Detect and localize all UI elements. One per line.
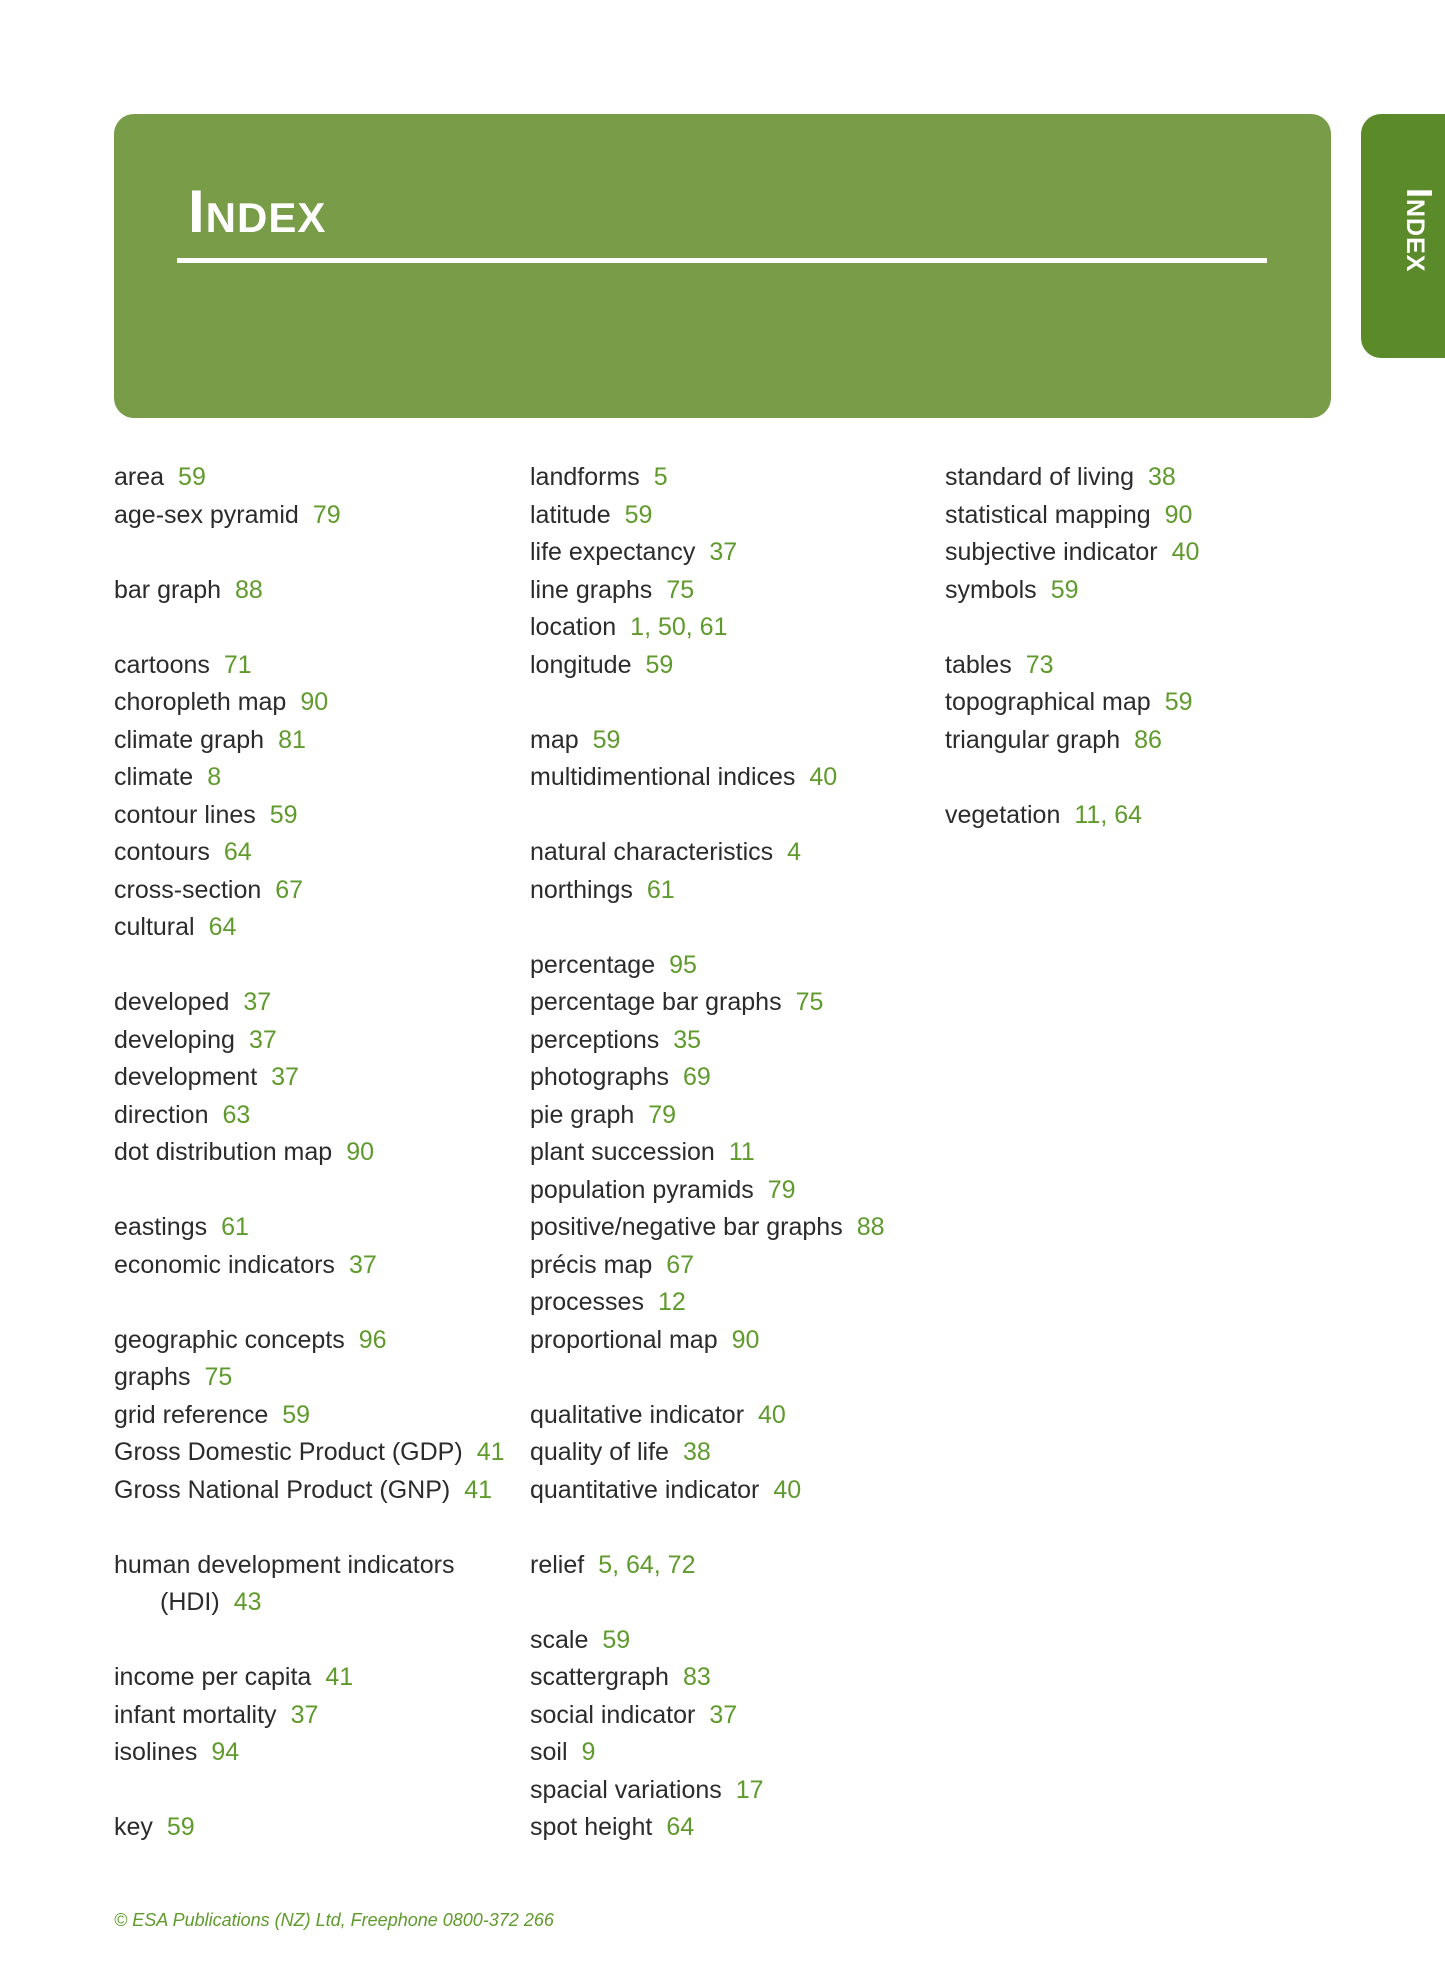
index-entry bbox=[530, 1772, 940, 1810]
index-letter-group bbox=[114, 1209, 524, 1284]
page-reference[interactable]: 35 bbox=[673, 1025, 702, 1054]
index-entry bbox=[530, 1734, 940, 1772]
page-reference[interactable]: 37 bbox=[709, 1700, 738, 1729]
index-term: northings bbox=[530, 875, 633, 904]
index-term: relief bbox=[530, 1550, 585, 1579]
index-entry bbox=[114, 759, 524, 797]
page-reference[interactable]: 88 bbox=[235, 575, 263, 604]
index-term: isolines bbox=[114, 1738, 198, 1766]
index-entry bbox=[114, 684, 524, 722]
index-term: cartoons bbox=[114, 650, 210, 679]
page-reference[interactable]: 95 bbox=[669, 950, 697, 979]
index-term: scale bbox=[530, 1625, 589, 1654]
index-entry bbox=[530, 984, 940, 1022]
index-term: dot distribution map bbox=[114, 1138, 333, 1166]
page-reference[interactable]: 71 bbox=[223, 650, 252, 679]
index-term: area bbox=[114, 463, 165, 491]
index-entry bbox=[530, 947, 940, 985]
page-reference[interactable]: 64 bbox=[666, 1813, 695, 1841]
index-letter-group bbox=[530, 834, 940, 909]
page-reference[interactable]: 86 bbox=[1134, 725, 1162, 754]
index-column-1 bbox=[114, 459, 524, 1884]
index-letter-group bbox=[530, 1622, 940, 1847]
index-term: map bbox=[530, 725, 579, 754]
page-reference[interactable]: 59 bbox=[624, 500, 653, 529]
page-reference[interactable]: 59 bbox=[645, 650, 674, 679]
page-reference[interactable]: 75 bbox=[795, 988, 824, 1016]
page-reference[interactable]: 5 bbox=[653, 463, 668, 491]
index-term: soil bbox=[530, 1738, 568, 1766]
index-entry bbox=[114, 1134, 524, 1172]
index-term: life expectancy bbox=[530, 538, 696, 566]
index-term: location bbox=[530, 613, 617, 641]
copyright-footer: © ESA Publications (NZ) Ltd, Freephone 0800-372 266 bbox=[114, 1910, 554, 1930]
index-entry bbox=[530, 1697, 940, 1735]
index-entry bbox=[530, 534, 940, 572]
index-term: geographic concepts bbox=[114, 1325, 345, 1354]
index-column-3 bbox=[945, 459, 1355, 872]
page-reference[interactable]: 96 bbox=[358, 1325, 387, 1354]
index-term: natural characteristics bbox=[530, 838, 774, 866]
index-entry bbox=[530, 1434, 940, 1472]
index-term: eastings bbox=[114, 1213, 208, 1241]
index-entry bbox=[530, 1397, 940, 1435]
page-title: Index bbox=[188, 178, 327, 245]
index-entry bbox=[114, 1547, 524, 1622]
page-reference[interactable]: 37 bbox=[248, 1025, 277, 1054]
page-reference[interactable]: 43 bbox=[233, 1588, 262, 1616]
index-letter-group bbox=[114, 459, 524, 534]
index-entry bbox=[114, 1659, 524, 1697]
page-reference[interactable]: 37 bbox=[243, 988, 272, 1016]
index-term: Gross Domestic Product (GDP) bbox=[114, 1438, 463, 1466]
page-reference[interactable]: 79 bbox=[648, 1100, 677, 1129]
index-term: plant succession bbox=[530, 1138, 715, 1166]
index-column-2 bbox=[530, 459, 940, 1884]
index-entry bbox=[945, 797, 1355, 835]
index-entry bbox=[114, 909, 524, 947]
index-term: précis map bbox=[530, 1250, 653, 1279]
index-entry bbox=[530, 1622, 940, 1660]
page-reference[interactable]: 73 bbox=[1025, 650, 1054, 679]
index-entry bbox=[114, 1434, 524, 1472]
index-term: income per capita bbox=[114, 1663, 312, 1691]
page-reference[interactable]: 81 bbox=[278, 725, 306, 754]
index-term: proportional map bbox=[530, 1325, 718, 1354]
index-letter-group bbox=[945, 797, 1355, 835]
index-entry bbox=[530, 1547, 940, 1585]
index-entry bbox=[530, 609, 940, 647]
page-reference[interactable]: 90 bbox=[731, 1325, 760, 1354]
page-reference[interactable]: 59 bbox=[166, 1813, 195, 1841]
index-term: longitude bbox=[530, 650, 632, 679]
index-letter-group bbox=[114, 1659, 524, 1772]
page-reference[interactable]: 59 bbox=[269, 800, 298, 829]
index-entry bbox=[945, 572, 1355, 610]
page-reference[interactable]: 41 bbox=[476, 1438, 505, 1466]
page-reference[interactable]: 41 bbox=[464, 1475, 493, 1504]
index-entry bbox=[114, 1359, 524, 1397]
index-term: choropleth map bbox=[114, 688, 287, 716]
index-entry bbox=[945, 684, 1355, 722]
index-term: Gross National Product (GNP) bbox=[114, 1475, 451, 1504]
title-underline bbox=[177, 258, 1267, 263]
index-entry bbox=[530, 1472, 940, 1510]
page-reference[interactable]: 75 bbox=[666, 575, 695, 604]
page-reference[interactable]: 59 bbox=[1050, 575, 1079, 604]
page-reference[interactable]: 63 bbox=[222, 1100, 251, 1129]
side-tab-label: Index bbox=[1399, 188, 1440, 273]
page-reference[interactable]: 59 bbox=[592, 725, 621, 754]
page-reference[interactable]: 4 bbox=[787, 838, 802, 866]
index-letter-group bbox=[945, 647, 1355, 760]
page-reference[interactable]: 90 bbox=[300, 688, 329, 716]
index-letter-group bbox=[530, 1547, 940, 1585]
page-reference[interactable]: 61 bbox=[221, 1213, 249, 1241]
index-letter-group bbox=[114, 1547, 524, 1622]
index-term: multidimentional indices bbox=[530, 763, 796, 791]
index-term: developing bbox=[114, 1025, 235, 1054]
index-term: vegetation bbox=[945, 800, 1061, 829]
index-term: symbols bbox=[945, 575, 1037, 604]
index-term: direction bbox=[114, 1100, 209, 1129]
index-entry bbox=[530, 872, 940, 910]
index-letter-group bbox=[530, 459, 940, 684]
index-term: social indicator bbox=[530, 1700, 696, 1729]
page-reference[interactable]: 64 bbox=[223, 838, 252, 866]
index-entry bbox=[530, 1172, 940, 1210]
page-reference[interactable]: 41 bbox=[325, 1663, 354, 1691]
index-term: qualitative indicator bbox=[530, 1400, 745, 1429]
index-term: economic indicators bbox=[114, 1250, 335, 1279]
index-term: climate bbox=[114, 763, 194, 791]
index-term: standard of living bbox=[945, 463, 1135, 491]
index-entry bbox=[530, 834, 940, 872]
index-term: spacial variations bbox=[530, 1775, 722, 1804]
index-entry bbox=[945, 534, 1355, 572]
page-reference[interactable]: 37 bbox=[348, 1250, 377, 1279]
page-reference[interactable]: 59 bbox=[178, 463, 206, 491]
index-entry bbox=[114, 1097, 524, 1135]
index-entry bbox=[114, 647, 524, 685]
index-entry bbox=[114, 797, 524, 835]
page-reference[interactable]: 79 bbox=[767, 1175, 796, 1204]
index-entry bbox=[530, 497, 940, 535]
index-entry bbox=[530, 1284, 940, 1322]
index-term: perceptions bbox=[530, 1025, 660, 1054]
index-letter-group bbox=[530, 947, 940, 1360]
index-entry bbox=[530, 1322, 940, 1360]
index-entry bbox=[114, 459, 524, 497]
page-reference[interactable]: 94 bbox=[211, 1738, 240, 1766]
index-entry bbox=[114, 1397, 524, 1435]
page-reference[interactable]: 1, 50, 61 bbox=[630, 613, 728, 641]
page-reference[interactable]: 64 bbox=[208, 913, 237, 941]
index-term: landforms bbox=[530, 463, 640, 491]
index-term: infant mortality bbox=[114, 1700, 277, 1729]
index-letter-group bbox=[114, 1322, 524, 1510]
page-reference[interactable]: 69 bbox=[683, 1063, 711, 1091]
index-entry bbox=[530, 1059, 940, 1097]
index-side-tab[interactable] bbox=[1361, 114, 1445, 358]
index-term: age-sex pyramid bbox=[114, 500, 299, 529]
index-term: contour lines bbox=[114, 800, 256, 829]
index-entry bbox=[530, 1247, 940, 1285]
index-term: developed bbox=[114, 988, 230, 1016]
page-reference[interactable]: 40 bbox=[1171, 538, 1200, 566]
page-reference[interactable]: 61 bbox=[646, 875, 675, 904]
index-term: spot height bbox=[530, 1813, 653, 1841]
page-reference[interactable]: 38 bbox=[682, 1438, 711, 1466]
index-term: development bbox=[114, 1063, 258, 1091]
index-term: contours bbox=[114, 838, 210, 866]
index-letter-group bbox=[114, 1809, 524, 1847]
page-reference[interactable]: 17 bbox=[735, 1775, 764, 1804]
page-reference[interactable]: 8 bbox=[207, 763, 222, 791]
index-entry bbox=[530, 1659, 940, 1697]
page-reference[interactable]: 67 bbox=[666, 1250, 695, 1279]
index-term: positive/negative bar graphs bbox=[530, 1213, 843, 1241]
index-letter-group bbox=[114, 984, 524, 1172]
header-banner bbox=[114, 114, 1331, 418]
page-reference[interactable]: 59 bbox=[1164, 688, 1193, 716]
index-term: scattergraph bbox=[530, 1663, 669, 1691]
page-reference[interactable]: 38 bbox=[1148, 463, 1176, 491]
index-entry bbox=[530, 1809, 940, 1847]
index-term: bar graph bbox=[114, 575, 222, 604]
index-term: latitude bbox=[530, 500, 611, 529]
index-entry bbox=[945, 459, 1355, 497]
index-entry bbox=[530, 1022, 940, 1060]
page-reference[interactable]: 37 bbox=[709, 538, 738, 566]
page-reference[interactable]: 40 bbox=[758, 1400, 786, 1429]
index-term: pie graph bbox=[530, 1100, 635, 1129]
index-term: cross-section bbox=[114, 875, 262, 904]
index-term: graphs bbox=[114, 1363, 191, 1391]
page-reference[interactable]: 11 bbox=[728, 1138, 755, 1166]
page-reference[interactable]: 59 bbox=[602, 1625, 631, 1654]
index-entry bbox=[114, 1247, 524, 1285]
index-entry bbox=[114, 1697, 524, 1735]
index-entry bbox=[945, 497, 1355, 535]
page-reference[interactable]: 40 bbox=[773, 1475, 802, 1504]
index-term: cultural bbox=[114, 913, 195, 941]
index-term: photographs bbox=[530, 1063, 670, 1091]
index-letter-group bbox=[114, 647, 524, 947]
index-entry bbox=[114, 872, 524, 910]
page-reference[interactable]: 90 bbox=[1164, 500, 1193, 529]
index-term: quality of life bbox=[530, 1438, 669, 1466]
index-term: tables bbox=[945, 650, 1012, 679]
index-entry bbox=[530, 1209, 940, 1247]
index-entry bbox=[114, 497, 524, 535]
page-reference[interactable]: 90 bbox=[346, 1138, 374, 1166]
index-entry bbox=[114, 1472, 524, 1510]
index-entry bbox=[530, 722, 940, 760]
page-reference[interactable]: 37 bbox=[271, 1063, 299, 1091]
index-entry bbox=[114, 1809, 524, 1847]
index-letter-group bbox=[114, 572, 524, 610]
page-reference[interactable]: 5, 64, 72 bbox=[598, 1550, 696, 1579]
index-term: line graphs bbox=[530, 575, 653, 604]
index-term: processes bbox=[530, 1288, 644, 1316]
index-term: quantitative indicator bbox=[530, 1475, 760, 1504]
index-term: triangular graph bbox=[945, 725, 1121, 754]
page-reference[interactable]: 83 bbox=[682, 1663, 711, 1691]
index-entry bbox=[530, 572, 940, 610]
page-reference[interactable]: 75 bbox=[204, 1363, 233, 1391]
index-entry bbox=[945, 722, 1355, 760]
page-reference[interactable]: 40 bbox=[809, 763, 838, 791]
index-term: percentage bbox=[530, 950, 656, 979]
page-reference[interactable]: 9 bbox=[581, 1738, 596, 1766]
index-term: grid reference bbox=[114, 1400, 269, 1429]
index-entry bbox=[530, 459, 940, 497]
page-reference[interactable]: 88 bbox=[856, 1213, 885, 1241]
index-entry bbox=[114, 1322, 524, 1360]
index-term: percentage bar graphs bbox=[530, 988, 782, 1016]
index-term: statistical mapping bbox=[945, 500, 1151, 529]
index-entry bbox=[530, 1134, 940, 1172]
index-entry bbox=[530, 759, 940, 797]
index-entry bbox=[530, 1097, 940, 1135]
index-term: key bbox=[114, 1813, 153, 1841]
index-term: population pyramids bbox=[530, 1175, 754, 1204]
index-entry bbox=[114, 722, 524, 760]
index-letter-group bbox=[530, 1397, 940, 1510]
index-entry bbox=[114, 1022, 524, 1060]
page-reference[interactable]: 37 bbox=[290, 1700, 319, 1729]
index-term: human development indicators (HDI) bbox=[114, 1550, 455, 1616]
index-entry bbox=[114, 1209, 524, 1247]
index-entry bbox=[114, 1734, 524, 1772]
index-entry bbox=[114, 572, 524, 610]
page-reference[interactable]: 12 bbox=[657, 1288, 686, 1316]
index-entry bbox=[114, 1059, 524, 1097]
index-term: climate graph bbox=[114, 725, 265, 754]
index-term: subjective indicator bbox=[945, 538, 1158, 566]
page-reference[interactable]: 59 bbox=[282, 1400, 311, 1429]
index-entry bbox=[114, 984, 524, 1022]
index-entry bbox=[530, 647, 940, 685]
page-reference[interactable]: 11, 64 bbox=[1074, 800, 1143, 829]
index-entry bbox=[114, 834, 524, 872]
index-letter-group bbox=[945, 459, 1355, 609]
index-term: topographical map bbox=[945, 688, 1151, 716]
page-reference[interactable]: 67 bbox=[275, 875, 304, 904]
index-letter-group bbox=[530, 722, 940, 797]
index-entry bbox=[945, 647, 1355, 685]
page-reference[interactable]: 79 bbox=[312, 500, 341, 529]
